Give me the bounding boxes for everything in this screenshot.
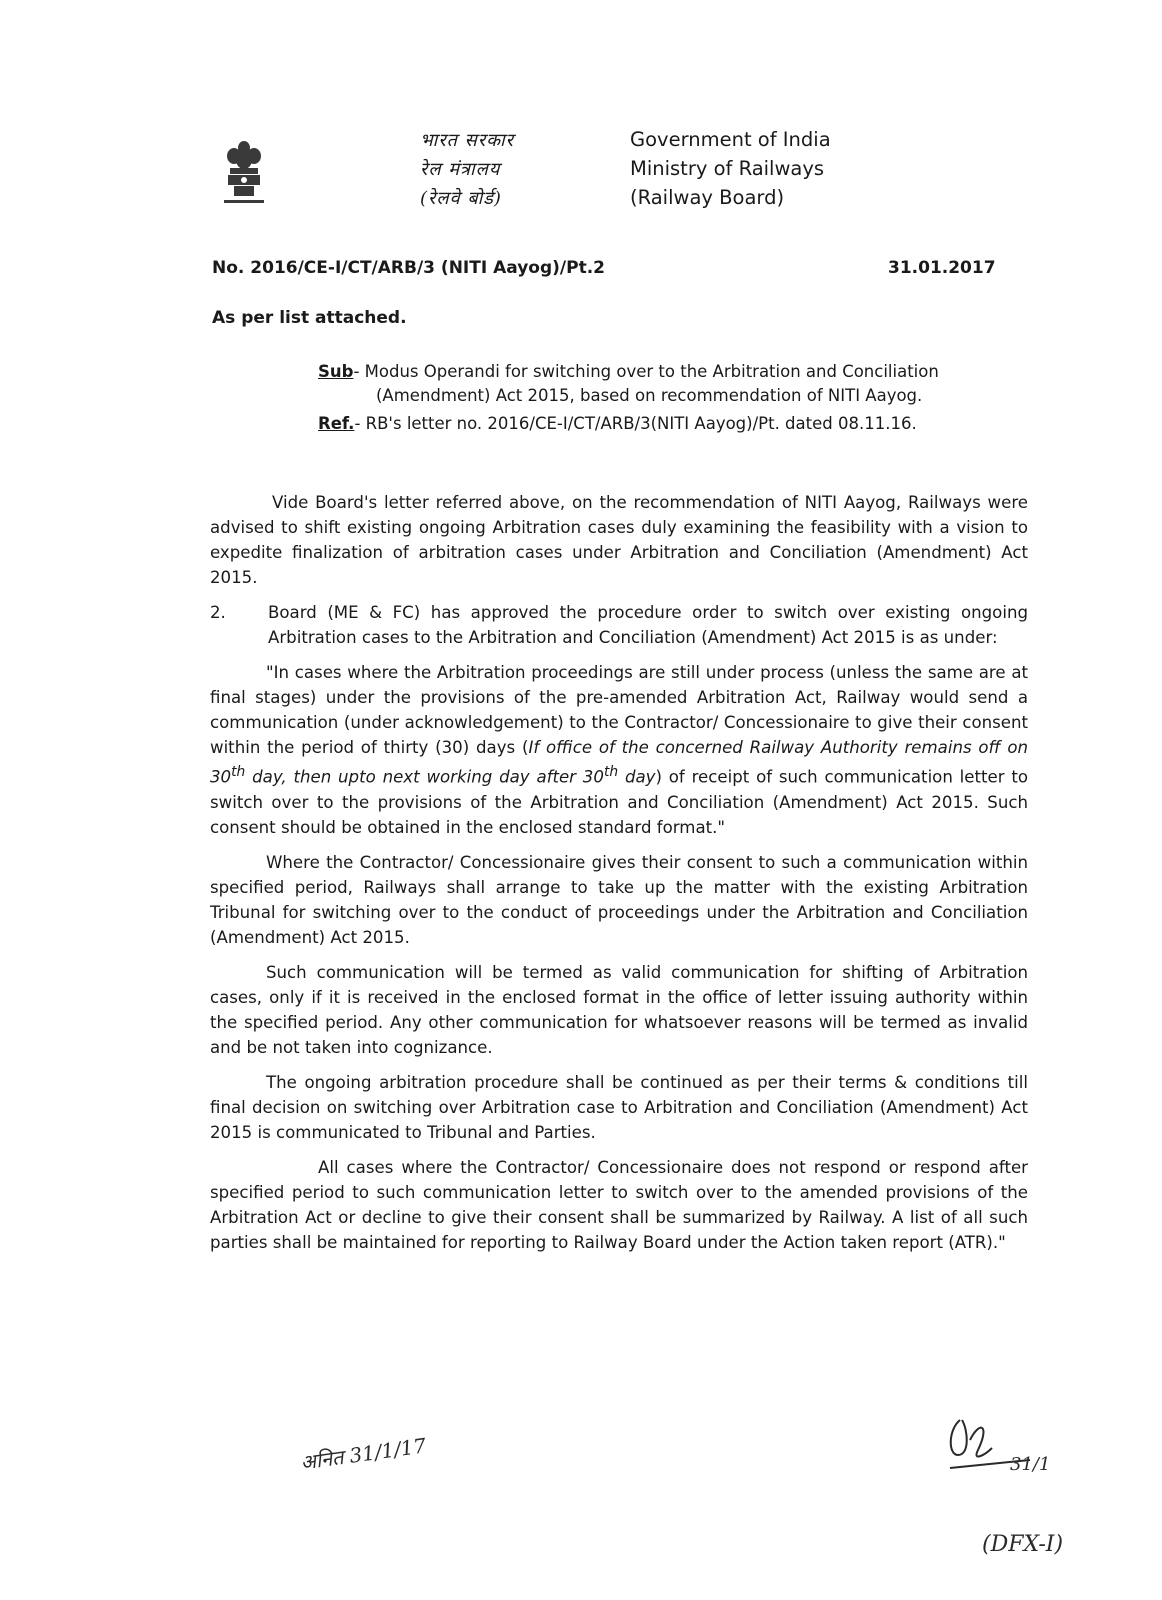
state-emblem-icon (222, 138, 266, 208)
letterhead-line-2 (420, 155, 824, 183)
paragraph-1: Vide Board's letter referred above, on the recommendation of NITI Aayog, Railways were advised to shift existing ongoing Arbitration cases duly examining the feasibility with a vision to expedite finalization of arbitration cases under Arbitration and Conciliation (Amendment) Act 2015. (210, 493, 1028, 587)
quote-text-b: ) of receipt of such communication letter to switch over to the provisions of the Arbitration and Conciliation (Amendment) Act 2015. Such consent should be obtained in the enclosed standard format." (210, 767, 1029, 837)
hindi-ministry-text: रेल मंत्रालय (420, 159, 501, 180)
letter-body (210, 490, 1028, 1265)
letter-date: 31.01.2017 (888, 258, 996, 278)
hindi-board-text: (रेलवे बोर्ड) (420, 188, 502, 209)
reference-line (318, 412, 1028, 436)
paragraph-4: Such communication will be termed as valid communication for shifting of Arbitration cases, only if it is received in the enclosed format in the office of letter issuing authority within the specified period. Any other communication for whatsoever reasons will be termed as invalid and be not taken into cognizance. (210, 962, 1028, 1057)
paragraph-2 (210, 600, 1028, 650)
quote-text-a: "In cases where the Arbitration proceedings are still under process (unless the same are at final stages) under the provisions of the pre-amended Arbitration Act, Railway would send a communication (under acknowledgement) to the Contractor/ Concessionaire to give their consent within the period of thirty (30) days ( (210, 663, 1028, 757)
paragraph-3: Where the Contractor/ Concessionaire gives their consent to such a communication within specified period, Railways shall arrange to take up the matter with the existing Arbitration Tribunal for switching over to the conduct of proceedings under the Arbitration and Conciliation (Amendment) Act 2015. (210, 852, 1028, 947)
subject-block (318, 360, 1028, 436)
addressee: As per list attached. (212, 308, 407, 328)
quote-italic-1: If office of the concerned Railway Authority remains off on 30 (210, 738, 1028, 787)
govt-of-india-text: Government of India (630, 128, 831, 151)
reference-text: - RB's letter no. 2016/CE-I/CT/ARB/3(NITI Aayog)/Pt. dated 08.11.16. (354, 414, 917, 433)
ministry-of-railways-text: Ministry of Railways (630, 157, 825, 180)
letter-number: No. 2016/CE-I/CT/ARB/3 (NITI Aayog)/Pt.2 (212, 258, 605, 278)
handwritten-note: अनित 31/1/17 (299, 1433, 428, 1475)
superscript-1: th (231, 764, 246, 780)
paragraph-2-number: 2. (210, 603, 226, 622)
reference-label: Ref. (318, 414, 355, 433)
hindi-govt-text: भारत सरकार (420, 130, 515, 151)
subject-label: Sub (318, 362, 354, 381)
subject-text: - Modus Operandi for switching over to the Arbitration and Conciliation (Amendment) Act 2015, based on recommendation of NITI Aayog. (353, 362, 939, 405)
signature-icon (940, 1410, 1070, 1490)
quoted-procedure (210, 660, 1028, 840)
subject-line (318, 360, 1028, 408)
paragraph-2-text: Board (ME & FC) has approved the procedure order to switch over existing ongoing Arbitration cases to the Arbitration and Conciliation (Amendment) Act 2015 is as under: (268, 603, 1028, 647)
letterhead-line-3 (420, 184, 784, 212)
superscript-2: th (603, 764, 619, 780)
railway-board-text: (Railway Board) (630, 186, 785, 209)
paragraph-5: The ongoing arbitration procedure shall be continued as per their terms & conditions till final decision on switching over Arbitration case to Arbitration and Conciliation (Amendment) Act 2015 is communicated to Tribunal and Parties. (210, 1072, 1028, 1142)
quote-italic-2: day, then upto next working day after 30 (245, 767, 604, 787)
letterhead-line-1 (420, 126, 831, 154)
signature-date: 31/1 (1010, 1454, 1051, 1475)
signatory-designation: (DFX-I) (982, 1532, 1064, 1557)
quote-italic-3: day (618, 767, 656, 787)
paragraph-6: All cases where the Contractor/ Concessionaire does not respond or respond after specified period to such communication letter to switch over to the amended provisions of the Arbitration Act or decline to give their consent shall be summarized by Railway. A list of all such parties shall be maintained for reporting to Railway Board under the Action taken report (ATR)." (210, 1157, 1028, 1252)
